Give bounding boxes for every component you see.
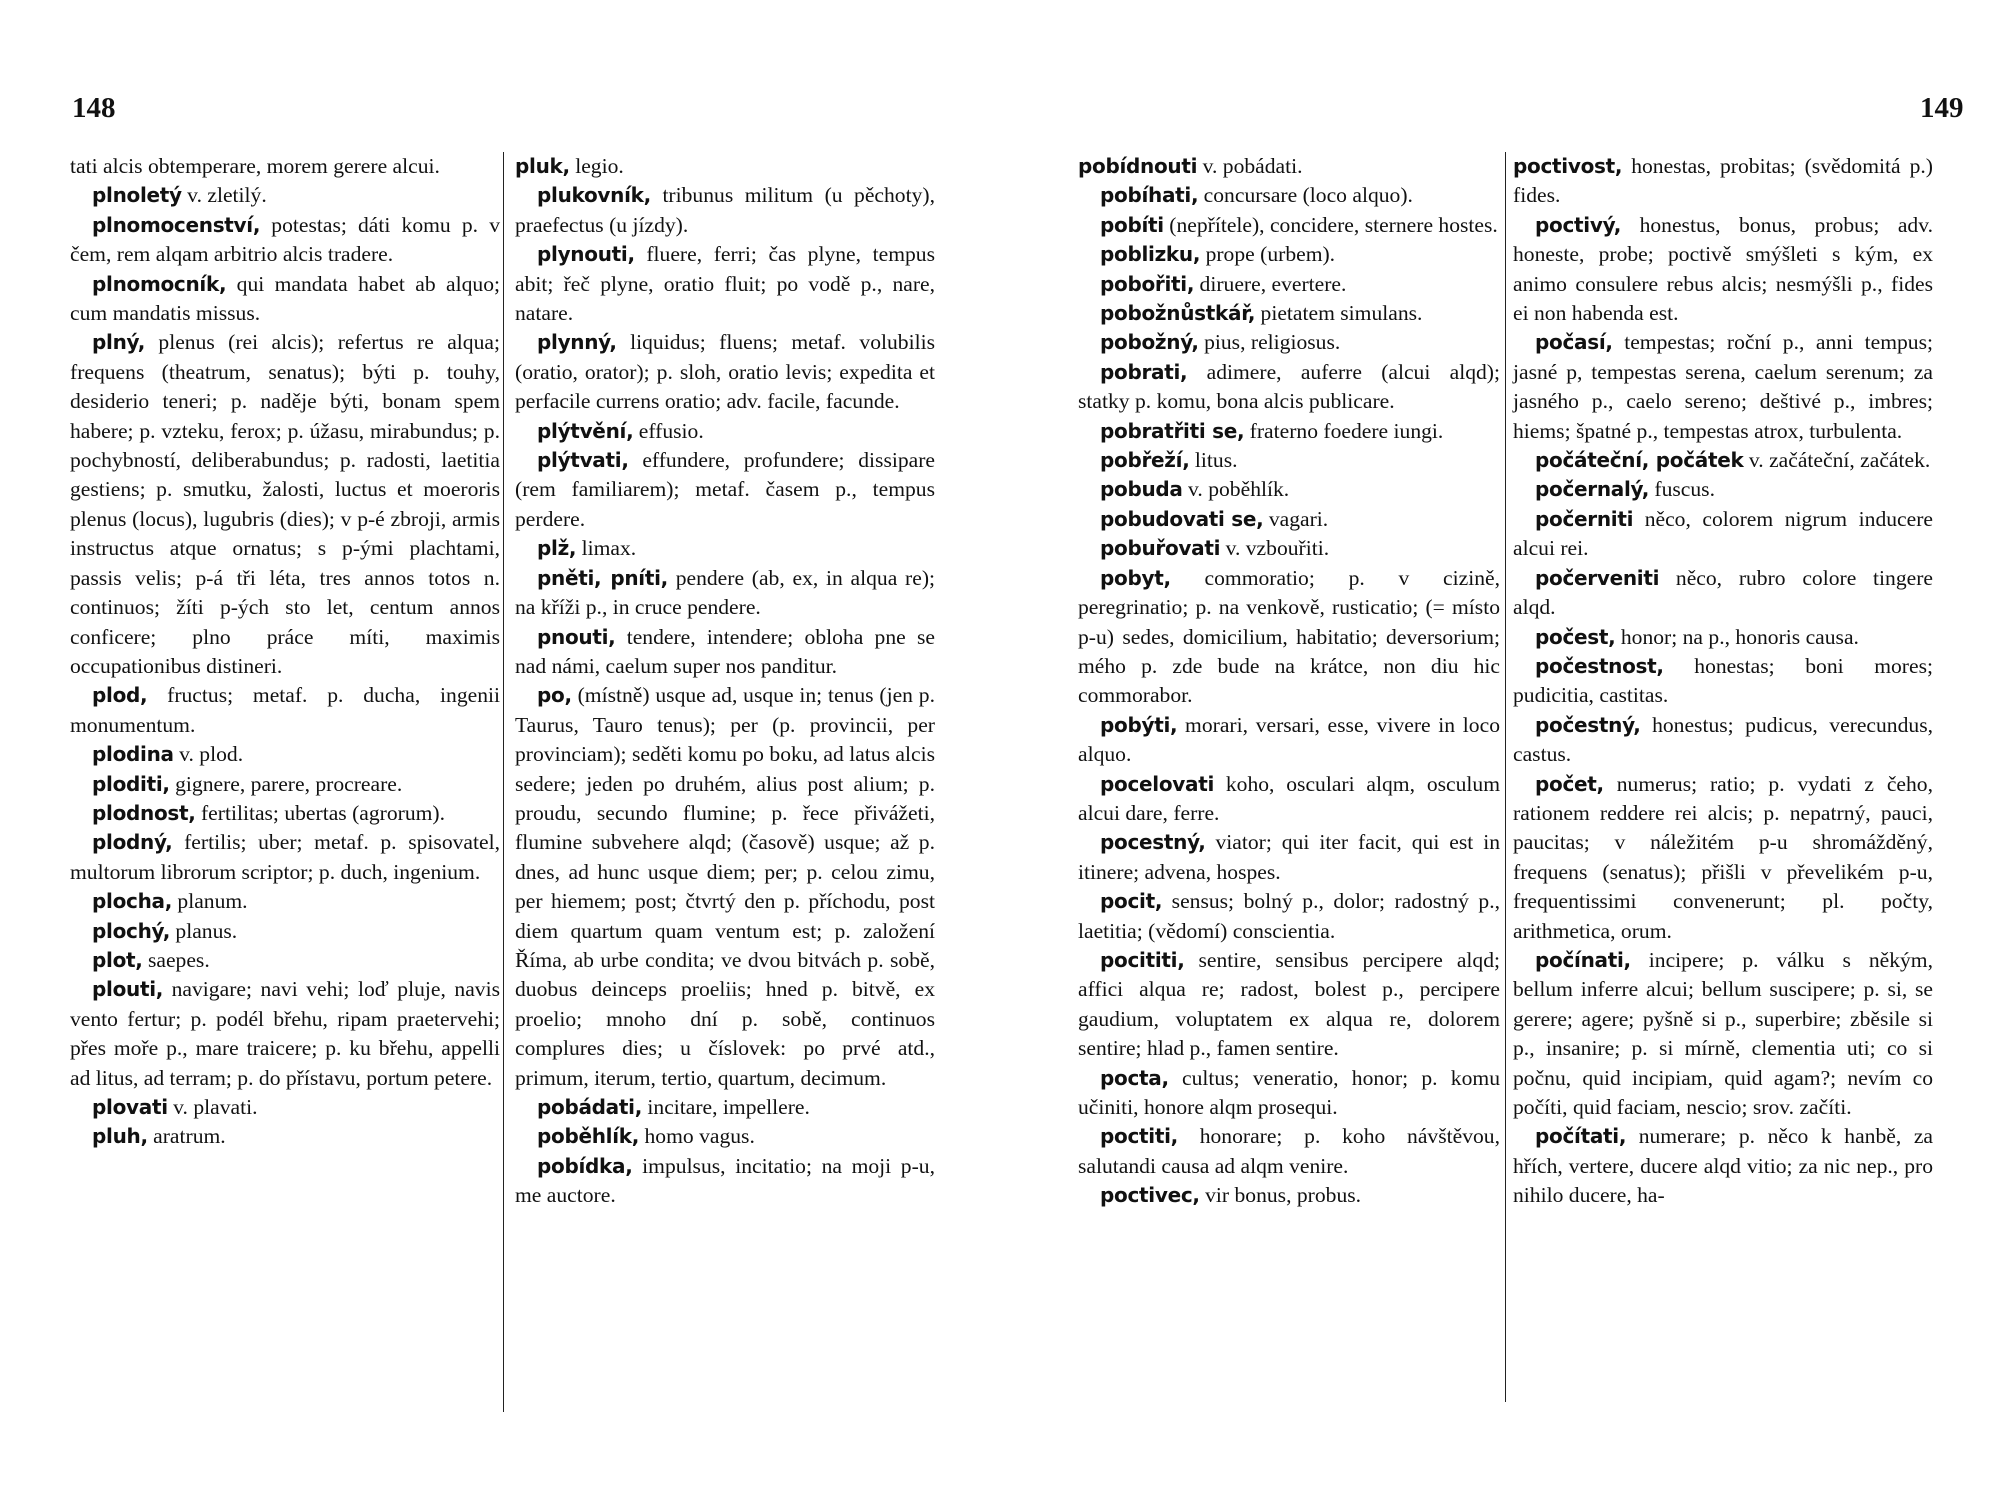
entry-headword: poběhlík,: [537, 1124, 640, 1149]
dictionary-entry: [515, 623, 935, 682]
entry-headword: pobídnouti: [1078, 154, 1198, 178]
column-divider: [503, 152, 504, 1412]
dictionary-entry: [1078, 1122, 1500, 1181]
entry-definition: concursare (loco alquo).: [1198, 183, 1413, 208]
entry-headword: plocha,: [92, 889, 172, 914]
entry-headword: po,: [537, 683, 572, 708]
entry-definition: effusio.: [633, 418, 704, 443]
dictionary-entry: [1078, 887, 1500, 946]
entry-definition: v. poběhlík.: [1182, 477, 1290, 502]
dictionary-entry: [1078, 711, 1500, 770]
entry-definition: tempestas; roční p., anni tempus; jasné p, tempestas serena, caelum serenum; za jasného p., caelo sereno; deštivé p., imbres; hiems; špatné p., tempestas atrox, turbulenta.: [1513, 330, 1933, 443]
entry-definition: planum.: [172, 889, 248, 914]
entry-headword: počestný,: [1535, 712, 1641, 737]
entry-definition: v. vzbouřiti.: [1220, 536, 1330, 561]
dictionary-entry: [1078, 534, 1500, 563]
entry-definition: potestas; dáti komu p. v čem, rem alqam arbitrio alcis tradere.: [70, 212, 500, 267]
dictionary-entry: [1078, 1064, 1500, 1123]
entry-definition: saepes.: [142, 947, 210, 972]
dictionary-entry: [1078, 446, 1500, 475]
entry-definition: fluere, ferri; čas plyne, tempus abit; řeč plyne, oratio fluit; po vodě p., nare, natare.: [515, 242, 935, 326]
left-column: [1078, 152, 1500, 1211]
dictionary-entry: [1513, 946, 1933, 1122]
entry-definition: homo vagus.: [639, 1124, 755, 1149]
dictionary-entry: [1078, 417, 1500, 446]
entry-definition: effundere, profundere; dissipare (rem familiarem); metaf. časem p., tempus perdere.: [515, 448, 935, 531]
entry-headword: pluh,: [92, 1124, 148, 1149]
entry-definition: impulsus, incitatio; na moji p-u, me auctore.: [515, 1153, 935, 1208]
dictionary-entry: [1513, 328, 1933, 446]
entry-definition: fertilis; uber; metaf. p. spisovatel, multorum librorum scriptor; p. duch, ingenium.: [70, 830, 500, 884]
dictionary-entry: [1078, 828, 1500, 887]
page-number: 148: [72, 92, 116, 124]
entry-definition: plenus (rei alcis); refertus re alqua; frequens (theatrum, senatus); býti p. touhy, desiderio teneri; p. naděje býti, bonam spem habere; p. vzteku, ferox; p. úžasu, mirabundus; p. pochybností, deliberabundus; p. radosti, laetitia gestiens; p. smutku, žalosti, luctus et moeroris plenus (locus), lugubris (dies); v p-é zbroji, armis instructus atque ornatus; s p-ými plachtami, passis velis; p-á tři léta, tres annos totos n. continuos; žíti p-ých sto let, centum annos conficere; plno práce míti, maximis occupationibus distineri.: [70, 330, 500, 678]
entry-definition: v. zletilý.: [181, 183, 267, 208]
entry-definition: honestus; pudicus, verecundus, castus.: [1513, 712, 1933, 767]
entry-definition: prope (urbem).: [1200, 242, 1336, 267]
dictionary-entry: [1513, 211, 1933, 329]
entry-headword: plýtvění,: [537, 418, 634, 443]
dictionary-entry: [515, 1093, 935, 1122]
entry-headword: počerveniti: [1535, 565, 1660, 590]
dictionary-entry: [1078, 299, 1500, 328]
entry-definition: legio.: [569, 154, 624, 178]
entry-headword: poctivec,: [1100, 1183, 1200, 1208]
entry-definition: v. začáteční, začátek.: [1743, 448, 1931, 473]
column-divider: [1505, 152, 1506, 1402]
entry-definition: aratrum.: [147, 1124, 226, 1149]
entry-headword: pocta,: [1100, 1065, 1169, 1090]
entry-headword: počasí,: [1535, 330, 1613, 355]
entry-headword: pobýti,: [1100, 712, 1178, 737]
entry-headword: plný,: [92, 330, 145, 355]
entry-headword: pocit,: [1100, 889, 1163, 914]
dictionary-entry: [515, 328, 935, 416]
dictionary-entry: [1078, 505, 1500, 534]
dictionary-entry: [70, 770, 500, 799]
entry-definition: litus.: [1189, 448, 1238, 473]
entry-headword: pobudovati se,: [1100, 506, 1264, 531]
entry-headword: plnoletý: [92, 183, 182, 208]
entry-definition: tati alcis obtemperare, morem gerere alcui.: [70, 154, 440, 178]
entry-headword: pobíti: [1100, 212, 1164, 237]
dictionary-entry: [515, 534, 935, 563]
entry-headword: plochý,: [92, 918, 170, 943]
dictionary-entry: [70, 211, 500, 270]
entry-headword: pněti, pníti,: [537, 565, 668, 590]
entry-headword: plouti,: [92, 977, 164, 1002]
entry-headword: počáteční, počátek: [1535, 448, 1744, 473]
entry-definition: (nepřítele), concidere, sternere hostes.: [1163, 212, 1498, 237]
entry-definition: v. pobádati.: [1197, 154, 1303, 178]
entry-headword: počerniti: [1535, 506, 1634, 531]
dictionary-entry: [1513, 652, 1933, 711]
dictionary-entry: [70, 887, 500, 916]
entry-definition: sensus; bolný p., dolor; radostný p., laetitia; (vědomí) conscientia.: [1078, 889, 1500, 943]
entry-headword: počínati,: [1535, 947, 1631, 972]
entry-headword: pobíhati,: [1100, 183, 1199, 208]
dictionary-entry: [1078, 475, 1500, 504]
entry-definition: honestus, bonus, probus; adv. honeste, probe; poctivě smýšleti s kým, ex animo consulere rebus alcis; nesmýšli p., fides ei non habenda est.: [1513, 212, 1933, 326]
dictionary-entry: [70, 328, 500, 681]
dictionary-entry: [70, 975, 500, 1093]
entry-definition: adimere, auferre (alcui alqd); statky p. komu, bona alcis publicare.: [1078, 359, 1500, 414]
right-page: [998, 0, 1996, 1501]
dictionary-entry: [70, 681, 500, 740]
entry-headword: počestnost,: [1535, 653, 1664, 678]
entry-definition: pendere (ab, ex, in alqua re); na kříži p., in cruce pendere.: [515, 565, 936, 620]
right-column: [1513, 152, 1933, 1211]
entry-definition: planus.: [170, 918, 238, 943]
left-column: [70, 152, 500, 1152]
entry-headword: plodina: [92, 742, 174, 767]
entry-definition: diruere, evertere.: [1194, 271, 1347, 296]
page-number: 149: [1920, 92, 1964, 124]
entry-headword: počítati,: [1535, 1124, 1627, 1149]
entry-definition: tribunus militum (u pěchoty), praefectus (u jízdy).: [515, 183, 935, 237]
dictionary-entry: [1078, 1181, 1500, 1210]
dictionary-entry: [1513, 475, 1933, 504]
dictionary-entry: [70, 1093, 500, 1122]
entry-definition: incipere; p. válku s někým, bellum inferre alcui; bellum suscipere; p. si, se gerere; agere; pyšně si p., superbire; zběsile si p., insanire; p. si mírně, clementia uti; co si počnu, quid incipiam, quid agam?; nevím co počíti, quid faciam, nescio; srov. začíti.: [1513, 947, 1933, 1119]
entry-headword: plodný,: [92, 830, 173, 855]
entry-headword: plynný,: [537, 330, 617, 355]
entry-headword: počest,: [1535, 624, 1616, 649]
entry-headword: poctivý,: [1535, 212, 1622, 237]
entry-definition: honestas, probitas; (svědomitá p.) fides.: [1513, 154, 1933, 208]
entry-headword: pobyt,: [1100, 565, 1171, 590]
entry-headword: plodnost,: [92, 800, 196, 825]
entry-headword: pobrati,: [1100, 359, 1188, 384]
dictionary-entry: [515, 181, 935, 240]
entry-definition: numerus; ratio; p. vydati z čeho, rationem reddere rei alcis; p. nepatrný, pauci, paucitas; v náležitém p-u shromážděný, frequens (senatus); přišli v převelikém p-u, frequentissimi convenerunt; pl. počty, arithmetica, orum.: [1513, 771, 1933, 943]
entry-definition: vagari.: [1263, 506, 1329, 531]
entry-headword: pobídka,: [537, 1153, 633, 1178]
entry-definition: něco, colorem nigrum inducere alcui rei.: [1513, 506, 1933, 561]
dictionary-entry: [70, 1122, 500, 1151]
dictionary-entry: [1078, 152, 1500, 181]
entry-headword: pobřeží,: [1100, 448, 1190, 473]
dictionary-entry: [70, 946, 500, 975]
dictionary-entry: [1078, 211, 1500, 240]
dictionary-entry: [1078, 358, 1500, 417]
entry-headword: pocelovati: [1100, 771, 1215, 796]
entry-headword: plovati: [92, 1095, 168, 1119]
entry-definition: limax.: [576, 536, 637, 561]
entry-definition: sentire, sensibus percipere alqd; affici alqua re; radost, bolest p., percipere gaudium, voluptatem ex alqua re, dolorem sentire; hlad p., famen sentire.: [1078, 947, 1500, 1061]
dictionary-entry: [1513, 446, 1933, 475]
entry-headword: plnomocník,: [92, 271, 227, 296]
entry-headword: pobuda: [1100, 477, 1183, 502]
entry-headword: plot,: [92, 947, 143, 972]
entry-definition: tendere, intendere; obloha pne se nad námi, caelum super nos panditur.: [515, 624, 935, 678]
entry-headword: pluk,: [515, 154, 570, 178]
dictionary-entry: [515, 564, 935, 623]
dictionary-entry: [1078, 564, 1500, 711]
entry-headword: počernalý,: [1535, 477, 1650, 502]
entry-headword: pocestný,: [1100, 830, 1206, 855]
dictionary-entry: [70, 917, 500, 946]
dictionary-entry: [515, 240, 935, 328]
dictionary-entry: [1513, 505, 1933, 564]
entry-definition: fructus; metaf. p. ducha, ingenii monumentum.: [70, 683, 500, 737]
entry-definition: vir bonus, probus.: [1199, 1183, 1362, 1208]
entry-definition: fraterno foedere iungi.: [1244, 418, 1444, 443]
dictionary-entry: [515, 417, 935, 446]
dictionary-entry: [1513, 623, 1933, 652]
entry-headword: pocititi,: [1100, 947, 1185, 972]
entry-definition: liquidus; fluens; metaf. volubilis (oratio, orator); p. sloh, oratio levis; expedita et perfacile currens oratio; adv. facile, facunde.: [515, 330, 935, 414]
dictionary-entry: [1513, 152, 1933, 211]
entry-headword: pnouti,: [537, 624, 616, 649]
entry-headword: plnomocenství,: [92, 212, 261, 237]
dictionary-entry: [1513, 770, 1933, 946]
entry-definition: pietatem simulans.: [1255, 301, 1423, 326]
entry-definition: něco, rubro colore tingere alqd.: [1513, 565, 1933, 620]
dictionary-entry: [1513, 564, 1933, 623]
dictionary-entry: [70, 828, 500, 887]
entry-definition: v. plod.: [173, 742, 244, 767]
entry-headword: plýtvati,: [537, 448, 629, 473]
entry-headword: počet,: [1535, 771, 1604, 796]
dictionary-entry: [1513, 1122, 1933, 1210]
entry-headword: pobuřovati: [1100, 536, 1221, 561]
entry-headword: poblizku,: [1100, 242, 1201, 267]
entry-definition: fuscus.: [1649, 477, 1715, 502]
entry-headword: pobožný,: [1100, 330, 1199, 355]
dictionary-entry: [70, 152, 500, 181]
entry-headword: pobořiti,: [1100, 271, 1195, 296]
entry-definition: commoratio; p. v cizině, peregrinatio; p. na venkově, rusticatio; (= místo p-u) sedes, domicilium, habitatio; deversorium; mého p. zde bude na krátce, non diu hic commorabor.: [1078, 565, 1500, 708]
entry-definition: incitare, impellere.: [642, 1095, 810, 1119]
dictionary-entry: [70, 799, 500, 828]
right-column: [515, 152, 935, 1211]
entry-definition: honestas; boni mores; pudicitia, castitas.: [1513, 653, 1933, 708]
entry-headword: plukovník,: [537, 183, 651, 208]
dictionary-entry: [1078, 770, 1500, 829]
entry-headword: ploditi,: [92, 771, 170, 796]
entry-definition: morari, versari, esse, vivere in loco alquo.: [1078, 712, 1500, 767]
entry-headword: poctiti,: [1100, 1124, 1178, 1149]
entry-definition: v. plavati.: [167, 1095, 258, 1119]
dictionary-entry: [515, 446, 935, 534]
entry-definition: navigare; navi vehi; loď pluje, navis vento fertur; p. podél břehu, ripam praetervehi; přes moře p., mare traicere; p. ku břehu, appelli ad litus, ad terram; p. do přístavu, portum petere.: [70, 977, 500, 1090]
dictionary-entry: [515, 681, 935, 1093]
dictionary-entry: [1078, 240, 1500, 269]
entry-definition: fertilitas; ubertas (agrorum).: [195, 800, 446, 825]
entry-headword: plž,: [537, 536, 577, 561]
entry-headword: pobádati,: [537, 1095, 642, 1119]
entry-definition: qui mandata habet ab alquo; cum mandatis missus.: [70, 271, 500, 326]
dictionary-entry: [515, 1152, 935, 1211]
dictionary-entry: [1078, 328, 1500, 357]
dictionary-entry: [70, 181, 500, 210]
dictionary-entry: [1078, 181, 1500, 210]
dictionary-entry: [515, 1122, 935, 1151]
entry-headword: pobožnůstkář,: [1100, 301, 1256, 326]
entry-definition: pius, religiosus.: [1198, 330, 1341, 355]
entry-headword: poctivost,: [1513, 154, 1623, 178]
entry-headword: pobratřiti se,: [1100, 418, 1245, 443]
dictionary-entry: [70, 270, 500, 329]
entry-definition: (místně) usque ad, usque in; tenus (jen p. Taurus, Tauro tenus); per (p. provincii, per provinciam); seděti komu po boku, ad latus alcis sedere; jeden po druhém, alius post alium; p. proudu, secundo flumine; p. řece přivážeti, flumine subvehere alqd; (časově) usque; až p. dnes, ad hunc usque diem; per; p. celou zimu, per hiemem; post; čtvrtý den p. příchodu, post diem quartum quam ventum est; p. založení Říma, ab urbe condita; ve dvou bitvách p. sobě, duobus deinceps proeliis; hned p. bitvě, ex proelio; mnoho dní p. sobě, continuos complures dies; u číslovek: po prvé atd., primum, iterum, tertio, quartum, decimum.: [515, 683, 935, 1090]
entry-definition: cultus; veneratio, honor; p. komu učiniti, honore alqm prosequi.: [1078, 1065, 1500, 1119]
entry-definition: gignere, parere, procreare.: [169, 771, 403, 796]
entry-definition: honorare; p. koho návštěvou, salutandi causa ad alqm venire.: [1078, 1124, 1500, 1178]
dictionary-entry: [1078, 946, 1500, 1064]
entry-headword: plynouti,: [537, 242, 635, 267]
entry-definition: numerare; p. něco k hanbě, za hřích, vertere, ducere alqd vitio; za nic nep., pro nihilo ducere, ha-: [1513, 1124, 1933, 1208]
entry-definition: viator; qui iter facit, qui est in itinere; advena, hospes.: [1078, 830, 1500, 884]
entry-definition: koho, osculari alqm, osculum alcui dare, ferre.: [1078, 771, 1500, 825]
dictionary-entry: [1078, 270, 1500, 299]
entry-headword: plod,: [92, 683, 148, 708]
dictionary-entry: [70, 740, 500, 769]
entry-definition: honor; na p., honoris causa.: [1615, 624, 1859, 649]
dictionary-entry: [1513, 711, 1933, 770]
dictionary-entry: [515, 152, 935, 181]
